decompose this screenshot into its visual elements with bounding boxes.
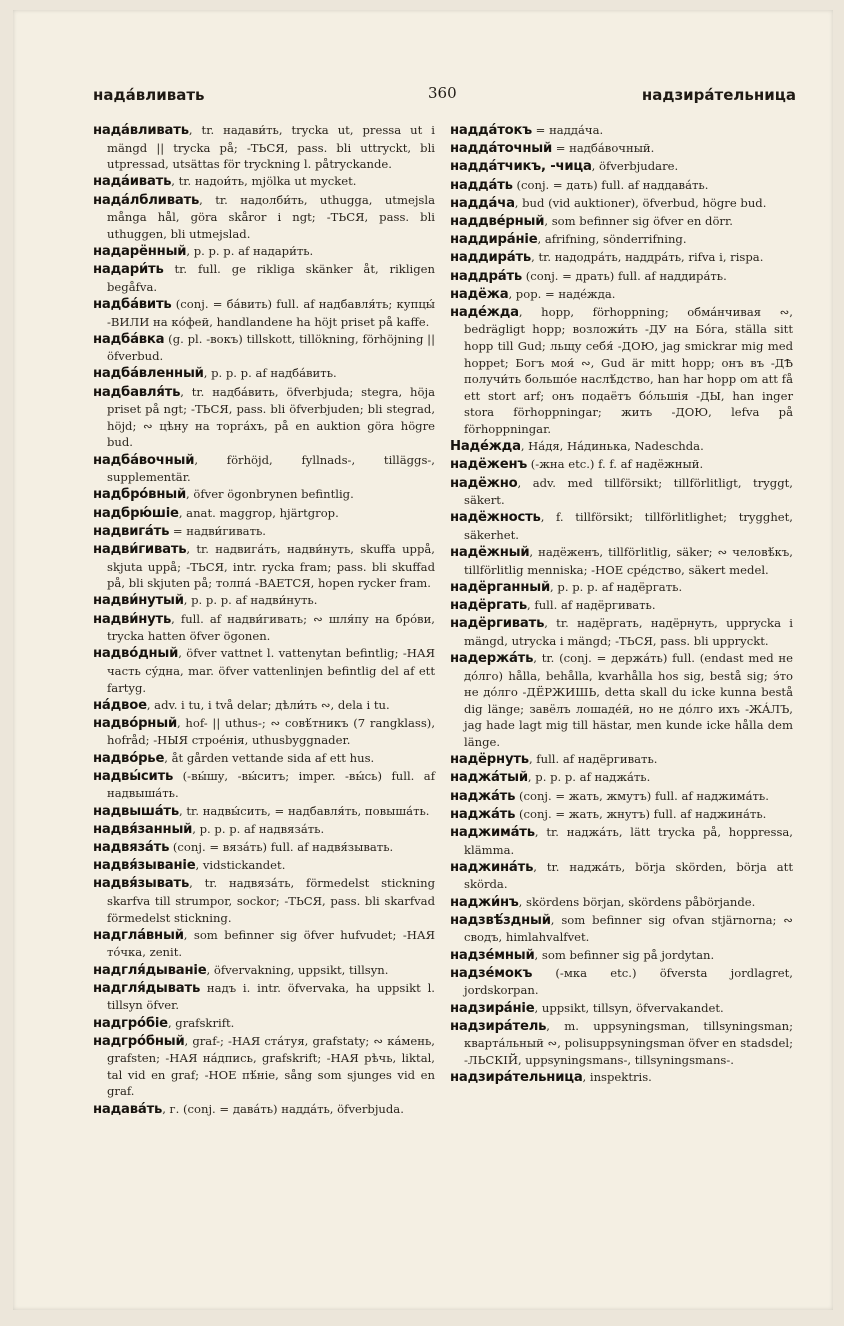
dictionary-entry bbox=[450, 509, 793, 543]
page-header bbox=[78, 70, 796, 110]
headword: надвóрье bbox=[93, 750, 165, 766]
dictionary-entry bbox=[450, 304, 793, 438]
definition: (-мка etc.) öfversta jordlagret, jordskorpan. bbox=[464, 965, 793, 998]
definition: , som befinner sig ofvan stjärnorna; ∾ сводъ, himlahvalfvet. bbox=[464, 912, 793, 945]
headword: наддирáть bbox=[450, 250, 532, 266]
dictionary-entry bbox=[93, 486, 435, 504]
headword: надбáвочный bbox=[93, 452, 195, 468]
headword: надзéмный bbox=[450, 947, 535, 963]
headword: надáивать bbox=[93, 174, 172, 190]
headword: надбрю́шіе bbox=[93, 505, 179, 521]
headword: Надéжда bbox=[450, 439, 521, 455]
headword: надбáвка bbox=[93, 331, 165, 347]
definition: , förhöjd, fyllnads-, tilläggs-, supplementär. bbox=[107, 452, 435, 485]
definition: , p. p. p. af надбáвить. bbox=[203, 366, 337, 381]
running-head-left: надáвливать bbox=[93, 86, 205, 104]
headword: наддáточный bbox=[450, 141, 553, 157]
definition: , tr. надои́ть, mjölka ut mycket. bbox=[171, 174, 357, 189]
running-head-right: надзирáтельница bbox=[641, 86, 796, 104]
dictionary-entry bbox=[450, 947, 793, 965]
definition: , pop. = надéжда. bbox=[508, 286, 616, 301]
definition: , graf-; -НАЯ стáтуя, grafstaty; ∾ кáмень, grafsten; -НАЯ нáдпись, grafskrift; -НАЯ рѣчь, liktal, tal vid en graf; -НОЕ пѣ́ніе, sång som sjunges vid en graf. bbox=[107, 1033, 435, 1099]
dictionary-entry bbox=[450, 788, 793, 806]
dictionary-entry bbox=[93, 1101, 435, 1119]
dictionary-entry bbox=[450, 195, 793, 213]
definition: , tr. (conj. = держáть) full. (endast med не дóлго) hålla, behålla, kvarhålla hos sig, bestå sig; э́то не дóлго -ДЁРЖИШЬ, detta skall du icke kunna bestå dig länge; завёлъ лошадéй, но не дóлго ихъ -ЖÁЛЪ, jag hade lagt mig till hästar, men kunde icke hålla dem länge. bbox=[464, 651, 793, 750]
definition: , hof- || uthus-; ∾ совѣ́тникъ (7 rangklass), hofråd; -НЫЯ строéнія, uthusbyggnader. bbox=[107, 715, 435, 748]
headword: надбрóвный bbox=[93, 487, 186, 503]
headword: надвя́зываніе bbox=[93, 858, 196, 874]
dictionary-entry bbox=[93, 296, 435, 330]
headword: надвя́занный bbox=[93, 821, 193, 837]
headword: надёжа bbox=[450, 286, 509, 302]
definition: , tr. наджáть, lätt trycka på, hoppressa, klämma. bbox=[464, 825, 793, 857]
headword: наджинáть bbox=[450, 859, 534, 875]
dictionary-entry bbox=[93, 962, 435, 980]
dictionary-entry bbox=[93, 821, 435, 839]
page-number: 360 bbox=[428, 84, 457, 102]
definition: (g. pl. -вокъ) tillskott, tillökning, förhöjning || öfverbud. bbox=[107, 331, 435, 364]
dictionary-entry bbox=[93, 452, 435, 486]
headword: надавáть bbox=[93, 1101, 163, 1117]
definition: (conj. = бáвить) full. af надбавля́ть; купцы́ -ВИЛИ на кóфей, handlandene ha höjt priset på kaffe. bbox=[107, 296, 435, 329]
definition: , öfverbjudare. bbox=[591, 159, 679, 174]
definition: , tr. надвязáть, förmedelst stickning skarfva till strumpor, sockor; -ТЬСЯ, pass. bli skarfvad förmedelst stickning. bbox=[107, 876, 435, 925]
definition: , p. p. p. af надари́ть. bbox=[186, 243, 314, 258]
dictionary-entry bbox=[450, 177, 793, 195]
headword: надарённый bbox=[93, 243, 187, 259]
dictionary-entry bbox=[93, 331, 435, 365]
dictionary-entry bbox=[93, 592, 435, 610]
headword: надгля́дываніе bbox=[93, 962, 207, 978]
headword: наддáть bbox=[450, 177, 513, 193]
headword: наддирáніе bbox=[450, 232, 538, 248]
headword: наджáть bbox=[450, 806, 516, 822]
dictionary-entry bbox=[450, 1069, 793, 1087]
dictionary-entry bbox=[93, 261, 435, 295]
headword: надвы́сить bbox=[93, 768, 174, 784]
headword: надёжный bbox=[450, 545, 530, 561]
headword: надви́нутый bbox=[93, 593, 184, 609]
headword: надгрóбный bbox=[93, 1033, 185, 1049]
headword: надёжно bbox=[450, 475, 518, 491]
headword: надгля́дывать bbox=[93, 980, 201, 996]
definition: , tr. надолби́ть, uthugga, utmejsla många hål, göra skåror i ngt; -ТЬСЯ, pass. bli uthuggen, bli utmejslad. bbox=[107, 192, 435, 241]
headword: надвя́зывать bbox=[93, 876, 190, 892]
dictionary-entry bbox=[450, 615, 793, 649]
definition: , adv. i tu, i två delar; дѣли́ть ∾, dela i tu. bbox=[146, 697, 390, 712]
dictionary-entry bbox=[93, 173, 435, 191]
definition: = надви́гивать. bbox=[169, 523, 266, 538]
definition: , grafskrift. bbox=[167, 1015, 235, 1030]
definition: , tr. надвигáть, надви́нуть, skuffa uppå, skjuta uppå; -ТЬСЯ, intr. rycka fram; pass. bli skuffad på, bli skjuten på; толпá -ВАЕТСЯ, hopen rycker fram. bbox=[107, 541, 435, 591]
definition: , som befinner sig öfver hufvudet; -НАЯ тóчка, zenit. bbox=[107, 927, 435, 960]
definition: , som befinner sig öfver en dörr. bbox=[544, 213, 733, 228]
definition: , uppsikt, tillsyn, öfvervakandet. bbox=[534, 1000, 724, 1015]
definition: надъ i. intr. öfvervaka, ha uppsikt l. tillsyn öfver. bbox=[107, 980, 435, 1013]
headword: надёжность bbox=[450, 510, 541, 526]
definition: , tr. надбáвить, öfverbjuda; stegra, höja priset på ngt; -ТЬСЯ, pass. bli öfverbjuden; bli stegrad, höjd; ∾ цѣну на торгáхъ, på en auktion göra högre bud. bbox=[107, 384, 435, 450]
definition: , Нáдя, Нáдинька, Nadeschda. bbox=[520, 439, 704, 454]
dictionary-entry bbox=[93, 365, 435, 383]
headword: надзирáтель bbox=[450, 1018, 547, 1034]
dictionary-entry bbox=[93, 243, 435, 261]
headword: наджáтый bbox=[450, 770, 528, 786]
headword: надбавля́ть bbox=[93, 384, 181, 400]
dictionary-entry bbox=[450, 249, 793, 267]
dictionary-entry bbox=[93, 523, 435, 541]
dictionary-entry bbox=[93, 541, 435, 592]
definition: , full. af надви́гивать; ∾ шля́пу на брóви, trycka hatten öfver ögonen. bbox=[107, 611, 435, 644]
headword: надзвѣ́здный bbox=[450, 912, 551, 928]
definition: , f. tillförsikt; tillförlitlighet; trygghet, säkerhet. bbox=[464, 510, 793, 542]
definition: , full. af надёргивать. bbox=[528, 752, 658, 767]
dictionary-entry bbox=[450, 456, 793, 474]
dictionary-entry bbox=[450, 912, 793, 946]
dictionary-entry bbox=[93, 927, 435, 961]
dictionary-entry bbox=[450, 859, 793, 893]
headword: надвóрный bbox=[93, 715, 177, 731]
definition: (conj. = драть) full. af наддирáть. bbox=[522, 268, 727, 283]
definition: (conj. = жать, жмутъ) full. af наджимáть. bbox=[515, 788, 769, 803]
dictionary-entry bbox=[93, 122, 435, 173]
headword: нáдвое bbox=[93, 697, 147, 713]
definition: , p. p. p. af надвязáть. bbox=[192, 821, 325, 836]
dictionary-entry bbox=[450, 268, 793, 286]
definition: (conj. = дать) full. af наддавáть. bbox=[512, 177, 709, 192]
headword: надари́ть bbox=[93, 262, 164, 278]
definition: , afrifning, sönderrifning. bbox=[537, 232, 687, 247]
headword: надбáвленный bbox=[93, 366, 204, 382]
headword: надержáть bbox=[450, 651, 534, 667]
headword: надбáвить bbox=[93, 296, 172, 312]
right-column bbox=[450, 122, 793, 1087]
definition: , hopp, förhoppning; обмáнчивая ∾, bedrägligt hopp; возложи́ть -ДУ на Бóга, ställa sitt hopp till Gud; льщу себя́ -ДОЮ, jag smickrar mig med hoppet; Богъ моя́ ∾, Gud är mitt hopp; онъ въ -ДѢ получи́ть большóе наслѣ́дство, han har hopp om att få ett stort arf; онъ подаётъ бóльшія -ДЫ, han inger stora förhoppningar; жить -ДОЮ, lefva på förhoppningar. bbox=[464, 304, 793, 437]
dictionary-entry bbox=[450, 231, 793, 249]
left-column bbox=[93, 122, 435, 1119]
definition: , tr. надёргать, надёрнуть, upprycka i mängd, utrycka i mängd; -ТЬСЯ, pass. bli uppryckt. bbox=[464, 616, 793, 648]
definition: , anat. maggrop, hjärtgrop. bbox=[178, 505, 339, 520]
headword: надглáвный bbox=[93, 927, 184, 943]
headword: наддáтчикъ, -чица bbox=[450, 159, 592, 175]
dictionary-entry bbox=[93, 192, 435, 243]
definition: , p. p. p. af надёргать. bbox=[550, 579, 683, 594]
definition: (-вы́шу, -вы́ситъ; imper. -вы́сь) full. af надвышáть. bbox=[107, 768, 435, 801]
definition: , inspektris. bbox=[582, 1070, 652, 1085]
headword: надвышáть bbox=[93, 803, 180, 819]
dictionary-entry bbox=[93, 875, 435, 926]
dictionary-entry bbox=[450, 544, 793, 578]
definition: , надёженъ, tillförlitlig, säker; ∾ человѣ́къ, tillförlitlig menniska; -НОЕ срéдство, säkert medel. bbox=[464, 545, 793, 577]
headword: надéжда bbox=[450, 304, 519, 320]
headword: надáлбливать bbox=[93, 192, 200, 208]
definition: , åt gården vettande sida af ett hus. bbox=[164, 750, 375, 765]
dictionary-entry bbox=[93, 1033, 435, 1100]
dictionary-entry bbox=[93, 803, 435, 821]
headword: надзирáніе bbox=[450, 1000, 535, 1016]
dictionary-entry bbox=[93, 1015, 435, 1033]
headword: надвóдный bbox=[93, 646, 179, 662]
dictionary-entry bbox=[450, 894, 793, 912]
headword: наддрáть bbox=[450, 268, 523, 284]
definition: , adv. med tillförsikt; tillförlitligt, tryggt, säkert. bbox=[464, 475, 793, 508]
dictionary-entry bbox=[93, 980, 435, 1014]
headword: надёрганный bbox=[450, 579, 551, 595]
definition: , full. af надёргивать. bbox=[527, 598, 656, 613]
definition: , г. (conj. = давáть) наддáть, öfverbjuda. bbox=[162, 1101, 404, 1116]
headword: надвигáть bbox=[93, 523, 170, 539]
dictionary-entry bbox=[450, 597, 793, 615]
dictionary-entry bbox=[93, 611, 435, 645]
dictionary-entry bbox=[450, 140, 793, 158]
headword: наддáтокъ bbox=[450, 123, 532, 138]
headword: надёрнуть bbox=[450, 752, 529, 768]
definition: , öfvervakning, uppsikt, tillsyn. bbox=[206, 962, 389, 977]
dictionary-entry bbox=[450, 806, 793, 824]
dictionary-entry bbox=[450, 438, 793, 456]
definition: , p. p. p. af наджáть. bbox=[527, 770, 651, 785]
dictionary-entry bbox=[93, 715, 435, 749]
dictionary-entry bbox=[93, 505, 435, 523]
definition: , öfver vattnet l. vattenytan befintlig; -НАЯ часть сýдна, mar. öfver vattenlinjen befintlig del af ett fartyg. bbox=[107, 646, 435, 695]
dictionary-entry bbox=[450, 213, 793, 231]
definition: , tr. надвы́сить, = надбавля́ть, повышáть. bbox=[179, 803, 430, 818]
headword: надзирáтельница bbox=[450, 1070, 583, 1086]
definition: tr. full. ge rikliga skänker åt, rikligen begåfva. bbox=[107, 262, 435, 294]
dictionary-entry bbox=[450, 158, 793, 176]
headword: надáвливать bbox=[93, 123, 189, 138]
definition: , vidstickandet. bbox=[195, 858, 286, 873]
definition: , skördens början, skördens påbörjande. bbox=[518, 894, 756, 909]
definition: , m. uppsyningsman, tillsyningsman; квартáльный ∾, polisuppsyningsman öfver en stadsdel; -ЛЬСКІЙ, uppsyningsmans-, tillsyningsmans-. bbox=[464, 1018, 793, 1067]
dictionary-entry bbox=[450, 286, 793, 304]
headword: надгрóбіе bbox=[93, 1015, 168, 1031]
dictionary-entry bbox=[450, 824, 793, 858]
dictionary-entry bbox=[93, 645, 435, 696]
definition: , tr. надодрáть, наддрáть, rifva i, rispa. bbox=[531, 250, 764, 265]
definition: , p. p. p. af надви́нуть. bbox=[183, 593, 318, 608]
headword: наджимáть bbox=[450, 825, 535, 840]
dictionary-entry bbox=[450, 122, 793, 140]
dictionary-entry bbox=[93, 697, 435, 715]
headword: наджáть bbox=[450, 788, 516, 804]
definition: = надбáвочный. bbox=[552, 141, 655, 156]
definition: (conj. = жать, жнутъ) full. af наджинáть. bbox=[515, 806, 767, 821]
dictionary-entry bbox=[450, 475, 793, 509]
headword: надёргивать bbox=[450, 616, 545, 632]
definition: , öfver ögonbrynen befintlig. bbox=[186, 487, 354, 502]
dictionary-entry bbox=[450, 1000, 793, 1018]
dictionary-entry bbox=[93, 839, 435, 857]
dictionary-entry bbox=[450, 965, 793, 999]
headword: наддвéрный bbox=[450, 213, 545, 229]
definition: , tr. наджáть, börja skörden, börja att skörda. bbox=[464, 859, 793, 892]
dictionary-entry bbox=[93, 384, 435, 451]
headword: надзéмокъ bbox=[450, 965, 533, 981]
headword: наддáча bbox=[450, 195, 515, 211]
headword: надёргать bbox=[450, 598, 528, 614]
headword: надви́нуть bbox=[93, 611, 172, 627]
headword: наджи́нъ bbox=[450, 894, 519, 910]
definition: (conj. = вязáть) full. af надвя́зывать. bbox=[169, 840, 394, 854]
definition: , som befinner sig på jordytan. bbox=[534, 947, 715, 962]
definition: = наддáча. bbox=[531, 123, 604, 137]
dictionary-page bbox=[13, 10, 833, 1310]
definition: (-жна etc.) f. f. af надёжный. bbox=[527, 457, 704, 472]
definition: , bud (vid auktioner), öfverbud, högre bud. bbox=[514, 195, 767, 210]
headword: надви́гивать bbox=[93, 541, 187, 557]
dictionary-entry bbox=[450, 751, 793, 769]
dictionary-entry bbox=[93, 768, 435, 802]
definition: , tr. надави́ть, trycka ut, pressa ut i mängd || trycka på; -ТЬСЯ, pass. bli uttryckt, bli utpressad, utsättas för tryckning l. påtryckande. bbox=[107, 123, 435, 172]
dictionary-entry bbox=[93, 750, 435, 768]
dictionary-entry bbox=[450, 769, 793, 787]
dictionary-entry bbox=[450, 579, 793, 597]
headword: надвязáть bbox=[93, 840, 170, 855]
dictionary-entry bbox=[450, 650, 793, 751]
dictionary-entry bbox=[450, 1018, 793, 1069]
dictionary-entry bbox=[93, 857, 435, 875]
headword: надёженъ bbox=[450, 457, 528, 473]
